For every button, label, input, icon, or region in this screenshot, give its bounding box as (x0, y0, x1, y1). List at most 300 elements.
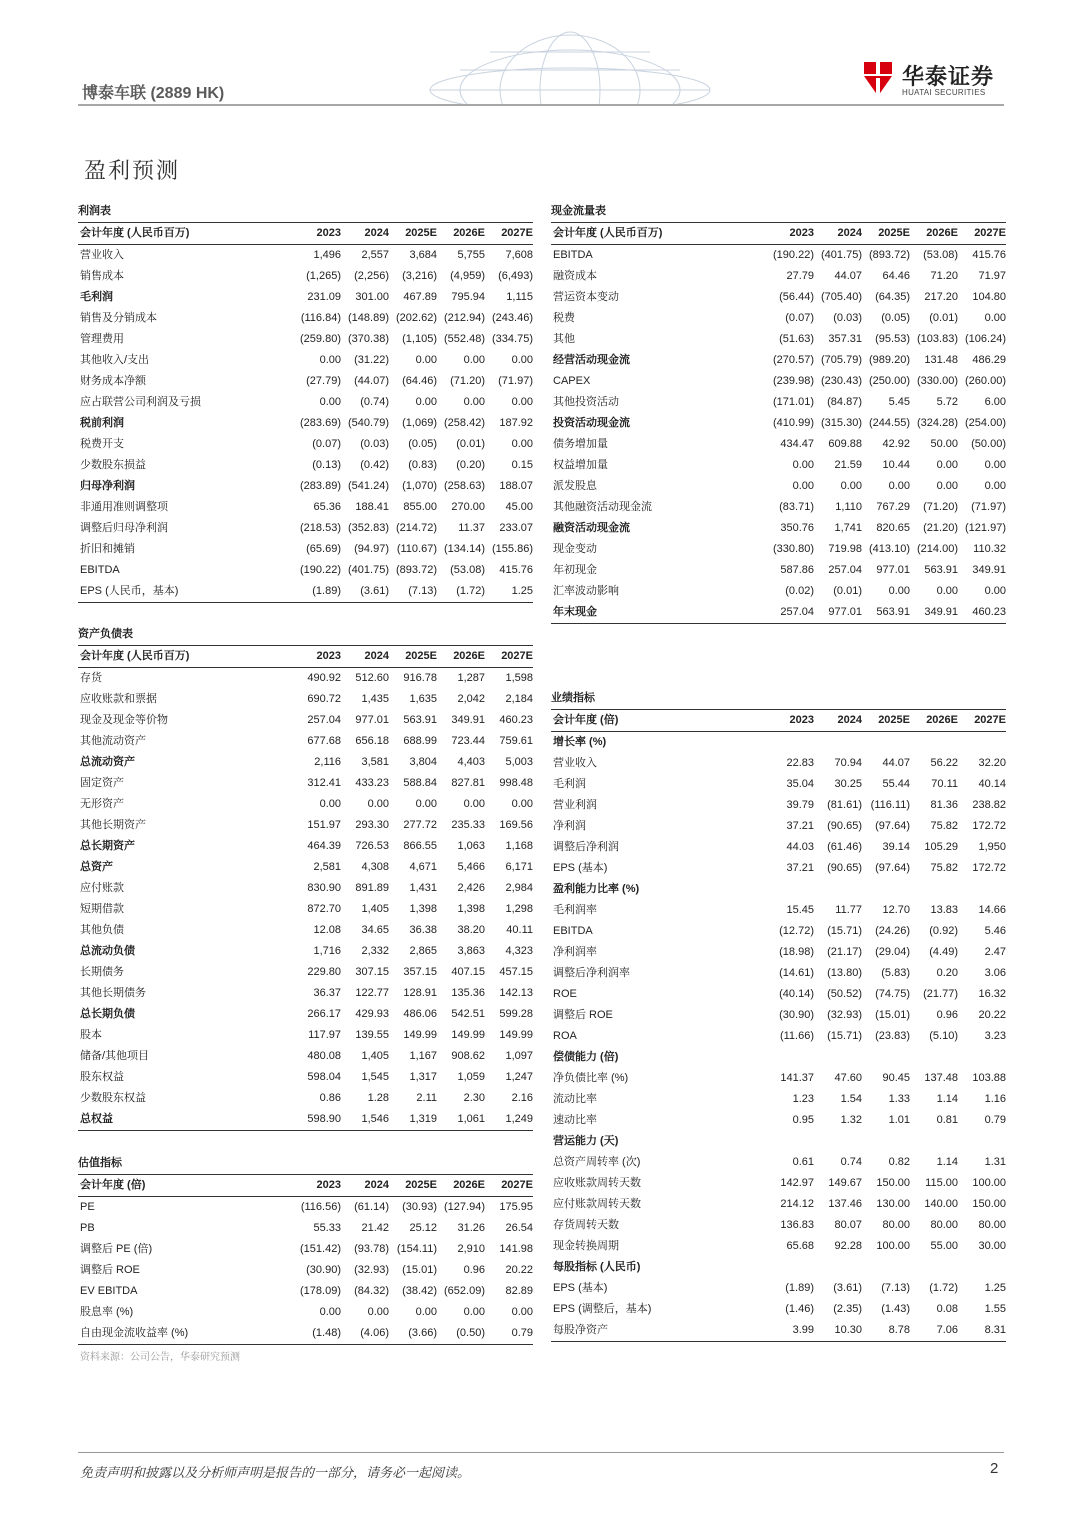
row-value: 80.00 (978, 1219, 1006, 1231)
row-value: (0.92) (929, 925, 958, 937)
row-value: 235.33 (451, 819, 485, 831)
table-row (78, 434, 533, 455)
row-value: 2,865 (409, 945, 437, 957)
row-label: EBITDA (553, 925, 593, 937)
row-value (958, 879, 1006, 900)
row-value: 688.99 (403, 735, 437, 747)
row-value: (3.61) (833, 1282, 862, 1294)
row-label: 融资活动现金流 (553, 522, 630, 534)
row-value: 34.65 (361, 924, 389, 936)
table-row (78, 287, 533, 308)
table-row (78, 497, 533, 518)
row-value: 15.45 (786, 904, 814, 916)
header-label: 会计年度 (人民币百万) (80, 650, 190, 662)
row-value: 357.31 (828, 333, 862, 345)
header-label: 会计年度 (人民币百万) (80, 227, 190, 239)
row-value: 70.11 (931, 778, 958, 790)
row-label: 营运能力 (天) (553, 1135, 619, 1147)
row-value (756, 879, 814, 900)
row-value: (40.14) (779, 988, 814, 1000)
table-row (551, 1131, 1006, 1152)
row-value: (989.20) (869, 354, 910, 366)
table-row (551, 287, 1006, 308)
table-header-row (78, 646, 533, 668)
row-value: 1.16 (984, 1093, 1006, 1105)
row-label: 无形资产 (80, 798, 124, 810)
row-label: PB (80, 1222, 95, 1234)
row-value: 20.22 (505, 1264, 533, 1276)
row-label: 总流动资产 (80, 756, 135, 768)
row-label: 其他长期债务 (80, 987, 146, 999)
row-value: 27.79 (786, 270, 814, 282)
row-label: 年初现金 (553, 564, 597, 576)
row-value: 5.46 (984, 925, 1006, 937)
row-value: (65.69) (306, 543, 341, 555)
row-value: 122.77 (355, 987, 389, 999)
row-value: (0.42) (360, 459, 389, 471)
row-label: ROE (553, 988, 577, 1000)
row-value: 8.31 (984, 1324, 1006, 1336)
row-value: 609.88 (828, 438, 862, 450)
row-value: 1,319 (409, 1113, 437, 1125)
row-value: 103.88 (972, 1072, 1006, 1084)
row-label: 权益增加量 (553, 459, 608, 471)
row-value: 1,741 (834, 522, 862, 534)
row-value: 71.97 (978, 270, 1006, 282)
row-value: 460.23 (499, 714, 533, 726)
row-label: 营业收入 (80, 249, 124, 261)
row-value: (53.08) (450, 564, 485, 576)
row-value: 30.25 (834, 778, 862, 790)
row-value: (258.63) (444, 480, 485, 492)
row-value: 891.89 (355, 882, 389, 894)
table-row (78, 710, 533, 731)
row-value: 1.14 (936, 1093, 958, 1105)
table-row (551, 984, 1006, 1005)
row-value: 5.45 (888, 396, 910, 408)
row-value: 104.80 (972, 291, 1006, 303)
table-row (78, 1281, 533, 1302)
row-label: 税费开支 (80, 438, 124, 450)
row-value: 723.44 (451, 735, 485, 747)
row-label: 营运资本变动 (553, 291, 619, 303)
table-row (551, 1047, 1006, 1068)
row-value: 415.76 (972, 249, 1006, 261)
table-row (78, 962, 533, 983)
row-value: (0.50) (456, 1327, 485, 1339)
row-value: 0.95 (792, 1114, 814, 1126)
row-value: 37.21 (786, 820, 814, 832)
row-value: 3,684 (409, 249, 437, 261)
table-row (78, 1239, 533, 1260)
row-value: 8.78 (888, 1324, 910, 1336)
row-value: 1.25 (511, 585, 533, 597)
row-value: 0.00 (463, 798, 485, 810)
row-value: (90.65) (827, 820, 862, 832)
row-label: 调整后 ROE (80, 1264, 140, 1276)
row-value: 1,115 (506, 291, 533, 303)
row-value: 187.92 (499, 417, 533, 429)
row-value: 1,496 (313, 249, 341, 261)
row-value: 0.00 (511, 354, 533, 366)
row-value: 598.04 (307, 1071, 341, 1083)
row-value: 467.89 (403, 291, 437, 303)
row-label: 其他负债 (80, 924, 124, 936)
row-value (814, 1047, 862, 1068)
row-value: (83.71) (779, 501, 814, 513)
table-row (551, 1278, 1006, 1299)
row-value: (116.56) (300, 1201, 341, 1213)
row-value: 11.37 (458, 522, 485, 534)
row-value: 151.97 (307, 819, 341, 831)
row-value: 38.20 (457, 924, 485, 936)
table-row (551, 560, 1006, 581)
row-value: 150.00 (972, 1198, 1006, 1210)
table-row (551, 329, 1006, 350)
row-value: (1.72) (456, 585, 485, 597)
row-label: EBITDA (553, 249, 593, 261)
row-value: 5.72 (936, 396, 958, 408)
row-value: 0.00 (415, 798, 437, 810)
table-row (551, 266, 1006, 287)
row-value: 1,298 (505, 903, 533, 915)
row-value: (148.89) (348, 312, 389, 324)
row-value: 149.99 (403, 1029, 437, 1041)
table-row (551, 1299, 1006, 1320)
row-value: (540.79) (348, 417, 389, 429)
row-value: 100.00 (972, 1177, 1006, 1189)
header-year: 2025E (878, 714, 910, 726)
row-label: 应收账款和票据 (80, 693, 157, 705)
header-year: 2027E (974, 227, 1006, 239)
row-value: (18.98) (779, 946, 814, 958)
row-value: 0.00 (936, 480, 958, 492)
table-row (551, 392, 1006, 413)
table-row (551, 1173, 1006, 1194)
row-value: 0.00 (888, 585, 910, 597)
row-value: 75.82 (930, 862, 958, 874)
row-value: 0.00 (463, 396, 485, 408)
row-value: (258.42) (444, 417, 485, 429)
row-value: 12.08 (313, 924, 341, 936)
row-value: (27.79) (306, 375, 341, 387)
row-label: 经营活动现金流 (553, 354, 630, 366)
table-row (551, 413, 1006, 434)
row-value: (61.46) (827, 841, 862, 853)
row-value: 257.04 (307, 714, 341, 726)
row-value: 266.17 (307, 1008, 341, 1020)
row-value: (30.90) (779, 1009, 814, 1021)
header-year: 2024 (364, 227, 389, 239)
row-value: 1,598 (505, 672, 533, 684)
row-value: (0.07) (785, 312, 814, 324)
row-value: 767.29 (876, 501, 910, 513)
row-value: 563.91 (403, 714, 437, 726)
table-row (551, 455, 1006, 476)
row-value: 44.03 (786, 841, 814, 853)
row-value: (401.75) (348, 564, 389, 576)
row-value: 2,332 (361, 945, 389, 957)
table-row (551, 539, 1006, 560)
table-row (551, 1152, 1006, 1173)
table-row (78, 794, 533, 815)
row-value: (283.69) (300, 417, 341, 429)
table-row (78, 1046, 533, 1067)
row-value: (230.43) (821, 375, 862, 387)
row-value: (50.52) (827, 988, 862, 1000)
row-value: (64.35) (875, 291, 910, 303)
performance-metrics-table (551, 687, 1006, 1342)
row-value: 0.00 (367, 798, 389, 810)
row-value: (270.57) (773, 354, 814, 366)
table-row (78, 941, 533, 962)
row-value: (116.11) (870, 799, 910, 811)
row-value: 872.70 (307, 903, 341, 915)
table-header-row (551, 223, 1006, 245)
row-value: (190.22) (773, 249, 814, 261)
row-value: 357.15 (403, 966, 437, 978)
table-row (78, 245, 533, 266)
row-value: (324.28) (917, 417, 958, 429)
row-value: (171.01) (773, 396, 814, 408)
row-value: 293.30 (355, 819, 389, 831)
table-row (551, 837, 1006, 858)
header-year: 2026E (453, 650, 485, 662)
row-label: 营业利润 (553, 799, 597, 811)
table-row (78, 1088, 533, 1109)
row-value: 563.91 (876, 606, 910, 618)
row-value: 0.00 (319, 354, 341, 366)
row-value: 0.00 (415, 354, 437, 366)
row-value: (370.38) (348, 333, 389, 345)
row-value (756, 1131, 814, 1152)
table-row (78, 920, 533, 941)
row-label: 少数股东权益 (80, 1092, 146, 1104)
row-value: 1.31 (984, 1156, 1006, 1168)
table-row (78, 329, 533, 350)
row-value: 759.61 (499, 735, 533, 747)
row-value: 977.01 (355, 714, 389, 726)
table-row (78, 1109, 533, 1131)
row-value: 855.00 (403, 501, 437, 513)
row-value: 1,545 (361, 1071, 389, 1083)
row-label: 总资产周转率 (次) (553, 1156, 641, 1168)
row-value: 117.97 (308, 1029, 341, 1041)
row-label: 固定资产 (80, 777, 124, 789)
table-row (551, 795, 1006, 816)
row-label: 股本 (80, 1029, 102, 1041)
row-value: 100.00 (876, 1240, 910, 1252)
row-label: 调整后 ROE (553, 1009, 613, 1021)
row-value: 233.07 (499, 522, 533, 534)
table-row (78, 455, 533, 476)
row-label: 应占联营公司利润及亏损 (80, 396, 201, 408)
row-value: 0.00 (511, 798, 533, 810)
row-value: (81.61) (827, 799, 862, 811)
row-value: 0.00 (319, 798, 341, 810)
row-label: EPS (调整后，基本) (553, 1303, 652, 1315)
row-label: 毛利润 (80, 291, 113, 303)
row-label: EPS (基本) (553, 1282, 608, 1294)
row-value: 349.91 (972, 564, 1006, 576)
row-value: 175.95 (499, 1201, 533, 1213)
row-label: 调整后归母净利润 (80, 522, 168, 534)
row-value: 486.06 (403, 1008, 437, 1020)
row-value: (1,070) (402, 480, 437, 492)
table-row (78, 413, 533, 434)
row-label: 现金转换周期 (553, 1240, 619, 1252)
table-row (78, 560, 533, 581)
row-value: (541.24) (348, 480, 389, 492)
row-value: 3.99 (792, 1324, 814, 1336)
row-value: 0.00 (463, 1306, 485, 1318)
row-value: 65.36 (313, 501, 341, 513)
row-label: 净负债比率 (%) (553, 1072, 629, 1084)
row-value: (202.62) (396, 312, 437, 324)
row-value: (2,256) (354, 270, 389, 282)
row-value: 2,557 (361, 249, 389, 261)
row-value: (283.89) (300, 480, 341, 492)
row-value: (190.22) (300, 564, 341, 576)
row-value: 128.91 (403, 987, 437, 999)
row-value: 140.00 (924, 1198, 958, 1210)
table-row (78, 857, 533, 878)
row-value: 0.81 (936, 1114, 958, 1126)
row-value: 0.96 (936, 1009, 958, 1021)
row-value (958, 1131, 1006, 1152)
row-value: (259.80) (300, 333, 341, 345)
row-value: 407.15 (451, 966, 485, 978)
row-value (862, 879, 910, 900)
row-label: 每股指标 (人民币) (553, 1261, 641, 1273)
row-value: (244.55) (869, 417, 910, 429)
row-value: (0.83) (408, 459, 437, 471)
row-label: EBITDA (80, 564, 120, 576)
row-value: 312.41 (307, 777, 341, 789)
table-row (551, 753, 1006, 774)
row-value: (74.75) (875, 988, 910, 1000)
row-value: (3,216) (402, 270, 437, 282)
row-value: (4.49) (929, 946, 958, 958)
row-value: (64.46) (402, 375, 437, 387)
row-value: 149.99 (499, 1029, 533, 1041)
row-value: 429.93 (355, 1008, 389, 1020)
header-year: 2025E (405, 650, 437, 662)
row-value: 13.83 (930, 904, 958, 916)
row-value: 460.23 (972, 606, 1006, 618)
header-year: 2023 (789, 714, 814, 726)
row-value: 149.99 (451, 1029, 485, 1041)
header-year: 2027E (501, 1179, 533, 1191)
table-row (78, 308, 533, 329)
table-row (78, 1004, 533, 1025)
row-value: 301.00 (355, 291, 389, 303)
row-value: (6,493) (498, 270, 533, 282)
row-label: 调整后净利润 (553, 841, 619, 853)
row-label: 销售及分销成本 (80, 312, 157, 324)
row-value: 349.91 (451, 714, 485, 726)
table-row (78, 266, 533, 287)
row-value: 56.22 (930, 757, 958, 769)
table-row (551, 1089, 1006, 1110)
table-row (78, 752, 533, 773)
row-value: 588.84 (403, 777, 437, 789)
table-row (551, 774, 1006, 795)
row-value: 0.00 (984, 585, 1006, 597)
row-value: 3.23 (984, 1030, 1006, 1042)
table-row (78, 878, 533, 899)
row-value: 6.00 (984, 396, 1006, 408)
table-row (551, 518, 1006, 539)
row-value (910, 732, 958, 753)
row-value: 480.08 (307, 1050, 341, 1062)
row-value: (103.83) (917, 333, 958, 345)
row-value: (552.48) (444, 333, 485, 345)
header-year: 2026E (926, 714, 958, 726)
row-value: (7.13) (408, 585, 437, 597)
row-label: 投资活动现金流 (553, 417, 630, 429)
row-value: (90.65) (827, 862, 862, 874)
row-value: (3.61) (360, 585, 389, 597)
row-value: (652.09) (444, 1285, 485, 1297)
row-value: (15.71) (827, 925, 862, 937)
row-value: 81.36 (930, 799, 958, 811)
row-label: 速动比率 (553, 1114, 597, 1126)
row-label: 毛利润率 (553, 904, 597, 916)
row-value: (151.42) (300, 1243, 341, 1255)
table-row (551, 963, 1006, 984)
table-row (551, 942, 1006, 963)
row-label: 长期债务 (80, 966, 124, 978)
row-value: 214.12 (780, 1198, 814, 1210)
row-value: 169.56 (499, 819, 533, 831)
row-value: 2.30 (463, 1092, 485, 1104)
row-value (958, 732, 1006, 753)
row-value (814, 1131, 862, 1152)
valuation-table (78, 1152, 533, 1345)
row-value: (0.01) (833, 585, 862, 597)
row-label: 存货周转天数 (553, 1219, 619, 1231)
header-year: 2023 (316, 227, 341, 239)
header-year: 2027E (501, 650, 533, 662)
row-value (814, 732, 862, 753)
row-value: 16.32 (978, 988, 1006, 1000)
row-value: (5.10) (929, 1030, 958, 1042)
row-value: 142.97 (780, 1177, 814, 1189)
row-value: 149.67 (828, 1177, 862, 1189)
row-value: 908.62 (451, 1050, 485, 1062)
row-value: 231.09 (307, 291, 341, 303)
row-value: 0.00 (984, 312, 1006, 324)
row-value: 71.20 (930, 270, 958, 282)
row-value: (97.64) (875, 820, 910, 832)
row-value: (1,069) (402, 417, 437, 429)
row-value: 2,042 (457, 693, 485, 705)
row-value: 142.13 (499, 987, 533, 999)
row-label: PE (80, 1201, 95, 1213)
row-value: 1,167 (409, 1050, 437, 1062)
row-value: 0.15 (511, 459, 533, 471)
row-value: 0.00 (936, 459, 958, 471)
row-value: 0.00 (984, 459, 1006, 471)
row-value: 47.60 (834, 1072, 862, 1084)
row-value: (178.09) (300, 1285, 341, 1297)
row-value: (56.44) (779, 291, 814, 303)
row-value: 0.00 (984, 480, 1006, 492)
row-label: 融资成本 (553, 270, 597, 282)
row-value: 542.51 (451, 1008, 485, 1020)
row-value: 80.00 (930, 1219, 958, 1231)
